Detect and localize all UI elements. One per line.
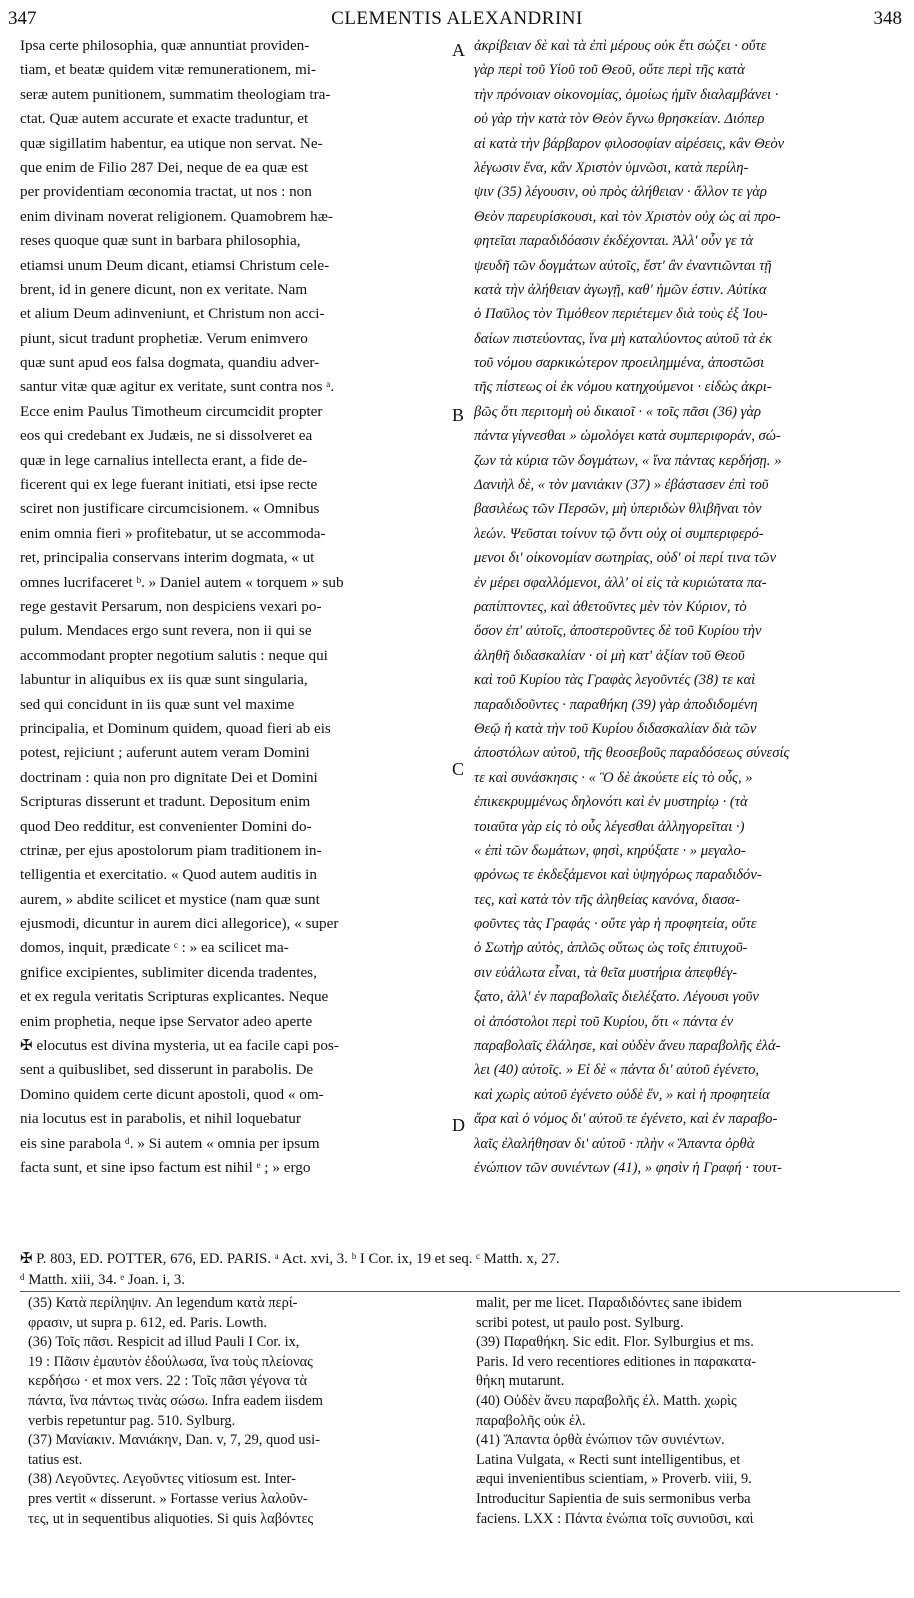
latin-text-line: enim prophetia, neque ipse Servator adeo aperte [20, 1012, 313, 1030]
greek-text-line: ἀληθῆ διδασκαλίαν · οἱ μὴ κατ' ἀξίαν τοῦ Θεοῦ [474, 647, 745, 664]
greek-text-line: πάντα γίγνεσθαι » ὡμολόγει κατὰ συμπεριφοράν, σώ- [474, 428, 781, 445]
latin-text-line: enim divinam noverat religionem. Quamobrem hæ- [20, 207, 333, 225]
latin-text-line: telligentia et exercitatio. « Quod autem auditis in [20, 866, 317, 884]
greek-text-line: τοιαῦτα γὰρ εἰς τὸ οὖς λέγεσθαι ἀλληγορεῖται ·) [474, 818, 745, 835]
latin-text-line: seræ autem punitionem, summatim theologiam tra- [20, 85, 331, 103]
latin-text-line: Ecce enim Paulus Timotheum circumcidit propter [20, 402, 323, 420]
greek-text-line: τε καὶ συνάσκησις · « Ὃ δὲ ἀκούετε εἰς τὸ οὖς, » [474, 769, 753, 786]
greek-text-line: οὐ γὰρ τὴν κατὰ τὸν Θεὸν ἔγνω θρησκείαν. Διόπερ [474, 111, 765, 128]
note-line: τες, ut in sequentibus aliquoties. Si quis λαβόντες [28, 1510, 314, 1527]
note-line: Paris. Id vero recentiores editiones in παρακατα- [476, 1353, 757, 1370]
greek-text-line: ἀποστόλων αὐτοῦ, τῆς θεοσεβοῦς παραδόσεως σύνεσίς [474, 745, 790, 762]
greek-text-line: τῆς πίστεως οἱ ἐκ νόμου κατηχούμενοι · εἰδὼς ἀκρι- [474, 379, 772, 396]
latin-text-line: Domino quidem certe dicunt apostoli, quod « om- [20, 1085, 324, 1103]
latin-text-line: doctrinam : quia non pro dignitate Dei et Domini [20, 768, 318, 786]
greek-text-line: ζων τὰ κύρια τῶν δογμάτων, « ἵνα πάντας κερδήσῃ. » [474, 452, 782, 469]
greek-text-line: οἱ ἀπόστολοι περὶ τοῦ Κυρίου, ὅτι « πάντα ἐν [474, 1013, 734, 1030]
latin-text-line: potest, rejiciunt ; auferunt autem veram Domini [20, 744, 310, 762]
latin-text-line: santur vitæ quæ agitur ex veritate, sunt contra nos ᵃ. [20, 378, 335, 396]
footnote-divider [20, 1291, 900, 1292]
note-line: (35) Κατὰ περίληψιν. An legendum κατὰ περί- [28, 1295, 298, 1311]
note-line: (38) Λεγοῦντες. Λεγοῦντες vitiosum est. Inter- [28, 1471, 296, 1488]
latin-column [20, 34, 440, 1180]
latin-text-line: eis sine parabola ᵈ. » Si autem « omnia per ipsum [20, 1134, 320, 1152]
greek-text-line: λει (40) αὐτοῖς. » Εἰ δὲ « πάντα δι' αὐτοῦ ἐγένετο, [474, 1062, 760, 1079]
latin-text-line: sed qui concidunt in iis quæ sunt vel maxime [20, 695, 295, 713]
greek-text-line: ὁ Παῦλος τὸν Τιμόθεον περιέτεμεν διὰ τοὺς ἐξ Ἰου- [474, 306, 768, 323]
footnote-references [20, 1249, 900, 1291]
greek-text-line: ψιν (35) λέγουσιν, οὐ πρὸς ἀλήθειαν · ἄλλον τε γὰρ [474, 184, 767, 201]
latin-text-line: quæ sunt apud eos falsa dogmata, quandiu adver- [20, 354, 320, 372]
latin-text-line: ficerent qui ex lege fuerant initiati, etsi ipse recte [20, 476, 318, 494]
greek-text-line: ραπίπτοντες, καὶ ἀθετοῦντες μὲν τὸν Κύριον, τὸ [474, 598, 747, 615]
margin-marker-a: A [452, 40, 465, 60]
greek-text-line: βασιλέως τῶν Περσῶν, μὴ ὑπεριδὼν θλιβῆναι τὸν [474, 501, 762, 518]
page-number-left: 347 [8, 8, 37, 29]
latin-text-line: gnifice excipientes, sublimiter dicenda tradentes, [20, 963, 317, 981]
note-line: θήκη mutarunt. [476, 1373, 565, 1390]
latin-text-line: pulum. Mendaces ergo sunt revera, non ii qui se [20, 622, 312, 640]
note-line: verbis repetuntur pag. 510. Sylburg. [28, 1412, 236, 1429]
greek-text-line: λεών. Ψεῦσται τοίνυν τῷ ὄντι οὐχ οἱ συμπεριφερό- [474, 525, 764, 542]
latin-text-line: ctrinæ, per ejus apostolorum piam traditionem in- [20, 841, 322, 859]
note-line: malit, per me licet. Παραδιδόντες sane ibidem [476, 1295, 742, 1311]
greek-text-line: Θεῷ ἡ κατὰ τὴν τοῦ Κυρίου διδασκαλίαν διὰ τῶν [474, 720, 757, 737]
latin-text-line: reses quoque quæ sunt in barbara philosophia, [20, 232, 301, 250]
greek-text-line: λέγωσιν ἕνα, κἂν Χριστὸν ὑμνῶσι, κατὰ περίλη- [474, 159, 749, 176]
latin-text-line: principalia, et Dominum quidem, quoad fieri ab eis [20, 719, 331, 737]
latin-text-line: piunt, sicut tradunt prophetiæ. Verum enimvero [20, 329, 308, 347]
greek-text-line: καὶ χωρὶς αὐτοῦ ἐγένετο οὐδὲ ἕν, » καὶ ἡ προφητεία [474, 1086, 770, 1103]
critical-notes-left [28, 1294, 446, 1529]
latin-text-line: domos, inquit, prædicate ᶜ : » ea scilicet ma- [20, 939, 289, 957]
greek-text-line: φοῦντες τὰς Γραφάς · οὔτε γὰρ ἡ προφητεία, οὔτε [474, 916, 757, 933]
note-line: (41) Ἅπαντα ὀρθὰ ἐνώπιον τῶν συνιέντων. [476, 1432, 725, 1449]
greek-text-line: γὰρ περὶ τοῦ Υἱοῦ τοῦ Θεοῦ, οὔτε περὶ τῆς κατὰ [474, 62, 745, 79]
greek-text-line: ἐν μέρει σφαλλόμενοι, ἀλλ' οἱ εἰς τὰ κυριώτατα πα- [474, 574, 767, 591]
note-line: παραβολῆς οὐκ ἐλ. [476, 1412, 586, 1429]
latin-text-line: omnes lucrifaceret ᵇ. » Daniel autem « torquem » sub [20, 573, 344, 591]
latin-text-line: Ipsa certe philosophia, quæ annuntiat providen- [20, 37, 310, 54]
page-header [8, 8, 906, 34]
latin-text-line: quod Deo redditur, est convenienter Domini do- [20, 817, 312, 835]
greek-text-line: καὶ τοῦ Κυρίου τὰς Γραφὰς λεγοῦντές (38) τε καὶ [474, 672, 756, 689]
latin-text-line: facta sunt, et sine ipso factum est nihil ᵉ ; » ergo [20, 1158, 311, 1176]
note-line: 19 : Πᾶσιν ἐμαυτὸν ἐδούλωσα, ἵνα τοὺς πλείονας [28, 1353, 313, 1370]
greek-text-line: φητεῖαι παραδιδόασιν ἐκδέχονται. Ἀλλ' οὖν γε τὰ [474, 233, 754, 250]
greek-text-line: ἄρα καὶ ὁ νόμος δι' αὐτοῦ τε ἐγένετο, καὶ ἐν παραβο- [474, 1111, 778, 1128]
note-line: pres vertit « disserunt. » Fortasse verius λαλοῦν- [28, 1490, 308, 1507]
greek-text-line: ἐπικεκρυμμένως δηλονότι καὶ ἐν μυστηρίῳ · (τὰ [474, 794, 748, 811]
note-line: πάντα, ἵνα πάντως τινὰς σώσω. Infra eadem iisdem [28, 1392, 323, 1409]
greek-text-line: μενοι δι' οἰκονομίαν σωτηρίας, οὐδ' οἱ περί τινα τῶν [474, 550, 777, 567]
latin-text-line: Scripturas disserunt et tradunt. Depositum enim [20, 793, 311, 811]
latin-text-line: nia locutus est in parabolis, et nihil loquebatur [20, 1110, 301, 1128]
note-line: faciens. LXX : Πάντα ἐνώπια τοῖς συνιοῦσι, καὶ [476, 1510, 754, 1527]
note-line: (40) Οὐδὲν ἄνευ παραβολῆς ἐλ. Matth. χωρὶς [476, 1392, 737, 1409]
latin-text-line: quæ sigillatim habentur, ea utique non servat. Ne- [20, 134, 323, 152]
latin-text-line: enim omnia fieri » profitebatur, ut se accommoda- [20, 524, 326, 542]
greek-text-line: « ἐπὶ τῶν δωμάτων, φησὶ, κηρύξατε · » μεγαλο- [474, 842, 746, 859]
latin-text-line: eos qui credebant ex Judæis, ne si dissolveret ea [20, 427, 313, 445]
greek-text-line: ξατο, ἀλλ' ἐν παραβολαῖς διελέξατο. Λέγουσι γοῦν [474, 989, 759, 1006]
greek-text-line: ὁ Σωτὴρ αὐτὸς, ἁπλῶς οὕτως ὡς τοῖς ἐπιτυχοῦ- [474, 940, 748, 957]
note-line: (37) Μανίακιν. Μανιάκην, Dan. v, 7, 29, quod usi- [28, 1432, 320, 1449]
latin-text-line: sciret non justificare circumcisionem. « Omnibus [20, 500, 320, 518]
note-line: æqui invenientibus scientiam, » Proverb. viii, 9. [476, 1471, 752, 1488]
latin-text-line: ret, principalia conservans interim dogmata, « ut [20, 549, 315, 567]
greek-text-line: αἱ κατὰ τὴν βάρβαρον φιλοσοφίαν αἱρέσεις, κἂν Θεὸν [474, 135, 785, 152]
greek-column [474, 34, 894, 1180]
latin-text-line: ✠ elocutus est divina mysteria, ut ea facile capi pos- [20, 1037, 339, 1055]
greek-text-line: κατὰ τὴν ἀλήθειαν ἀγωγῇ, καθ' ἡμῶν ἐστιν. Αὐτίκα [474, 281, 767, 298]
latin-text-line: per providentiam œconomia tractat, ut nos : non [20, 183, 312, 201]
greek-text-line: Θεὸν παρευρίσκουσι, καὶ τὸν Χριστὸν οὐχ ὡς αἱ προ- [474, 208, 781, 225]
note-line: Introducitur Sapientia de suis sermonibus verba [476, 1490, 751, 1507]
margin-marker-b: B [452, 405, 465, 425]
note-line: tatius est. [28, 1451, 83, 1468]
latin-text-line: labuntur in aliquibus ex iis quæ sunt singularia, [20, 671, 308, 689]
note-line: (39) Παραθήκη. Sic edit. Flor. Sylburgius et ms. [476, 1334, 754, 1351]
critical-notes-right [476, 1294, 902, 1529]
latin-text-line: tiam, et beatæ quidem vitæ remunerationem, mi- [20, 61, 317, 79]
note-line: κερδήσω · et mox vers. 22 : Τοῖς πᾶσι γέγονα τὰ [28, 1373, 308, 1390]
greek-text-line: παραδιδοῦντες · παραθήκη (39) γὰρ ἀποδιδομένη [474, 696, 758, 713]
note-line: (36) Τοῖς πᾶσι. Respicit ad illud Pauli I Cor. ix, [28, 1334, 300, 1351]
greek-text-line: τοῦ νόμου σαρκικώτερον προειλημμένα, ἀποστῶσι [474, 355, 765, 372]
greek-text-line: φρόνως τε ἐκδεξάμενοι καὶ ὑψηγόρως παραδιδόν- [474, 867, 762, 884]
latin-text-line: etiamsi unum Deum dicant, etiamsi Christum cele- [20, 256, 330, 274]
greek-text-line: τὴν πρόνοιαν οἰκονομίας, ὁμοίως ἡμῖν διαλαμβάνει · [474, 86, 779, 103]
greek-text-line: ἐνώπιον τῶν συνιέντων (41), » φησὶν ἡ Γραφή · τουτ- [474, 1159, 782, 1176]
latin-text-line: ejusmodi, dicuntur in aurem dici allegorice), « super [20, 915, 339, 933]
page-number-right: 348 [873, 8, 902, 29]
greek-text-line: ὅσον ἐπ' αὐτοῖς, ἀποστεροῦντες δὲ τοῦ Κυρίου τὴν [474, 623, 762, 640]
greek-text-line: ἀκρίβειαν δὲ καὶ τὰ ἐπὶ μέρους οὐκ ἔτι σώζει · οὔτε [474, 38, 767, 54]
latin-text-line: quæ in lege carnalius intellecta erant, a fide de- [20, 451, 308, 469]
greek-text-line: ψευδῆ τῶν δογμάτων αὐτοῖς, ἔστ' ἂν ἐναντιῶνται τῇ [474, 257, 772, 274]
greek-text-line: παραβολαῖς ἐλάλησε, καὶ οὐδὲν ἄνευ παραβολῆς ἐλά- [474, 1038, 781, 1055]
latin-text-line: rege gestavit Persarum, non despiciens vexari po- [20, 597, 322, 615]
greek-text-line: βῶς ὅτι περιτομὴ οὐ δικαιοῖ · « τοῖς πᾶσι (36) γὰρ [474, 403, 762, 420]
note-line: Latina Vulgata, « Recti sunt intelligentibus, et [476, 1451, 741, 1468]
latin-text-line: accommodant propter negotium salutis : neque qui [20, 646, 328, 664]
running-title: CLEMENTIS ALEXANDRINI [331, 8, 583, 29]
note-line: scribi potest, ut paulo post. Sylburg. [476, 1314, 684, 1331]
footnote-line: ᵈ Matth. xiii, 34. ᵉ Joan. i, 3. [20, 1272, 185, 1288]
margin-marker-c: C [452, 759, 465, 779]
latin-text-line: aurem, » abdite scilicet et mystice (nam quæ sunt [20, 890, 320, 908]
greek-text-line: Δανιὴλ δὲ, « τὸν μανιάκιν (37) » ἐβάστασεν ἐπὶ τοῦ [474, 477, 769, 494]
latin-text-line: sent a quibuslibet, sed disserunt in parabolis. De [20, 1061, 314, 1079]
latin-text-line: ctat. Quæ autem accurate et exacte traduntur, et [20, 110, 309, 128]
greek-text-line: λαῖς ἐλαλήθησαν δι' αὐτοῦ · πλὴν « Ἅπαντα ὀρθὰ [474, 1135, 755, 1152]
greek-text-line: δαίων πιστεύοντας, ἵνα μὴ καταλύοντος αὐτοῦ τὰ ἐκ [474, 330, 773, 347]
margin-marker-d: D [452, 1115, 465, 1135]
latin-text-line: et alium Deum adinveniunt, et Christum non acci- [20, 305, 325, 323]
greek-text-line: σιν εὐάλωτα εἶναι, τὰ θεῖα μυστήρια ἀπεφθέγ- [474, 964, 738, 981]
latin-text-line: brent, id in genere dicunt, non ex veritate. Nam [20, 280, 308, 298]
footnote-line: ✠ P. 803, ED. POTTER, 676, ED. PARIS. ᵃ Act. xvi, 3. ᵇ I Cor. ix, 19 et seq. ᶜ Matth. x, 27. [20, 1251, 560, 1267]
greek-text-line: τες, καὶ κατὰ τὸν τῆς ἀληθείας κανόνα, διασα- [474, 891, 740, 908]
latin-text-line: et ex regula veritatis Scripturas explicantes. Neque [20, 988, 329, 1006]
note-line: φρασιν, ut supra p. 612, ed. Paris. Lowth. [28, 1314, 268, 1331]
latin-text-line: que enim de Filio 287 Dei, neque de ea quæ est [20, 158, 309, 176]
